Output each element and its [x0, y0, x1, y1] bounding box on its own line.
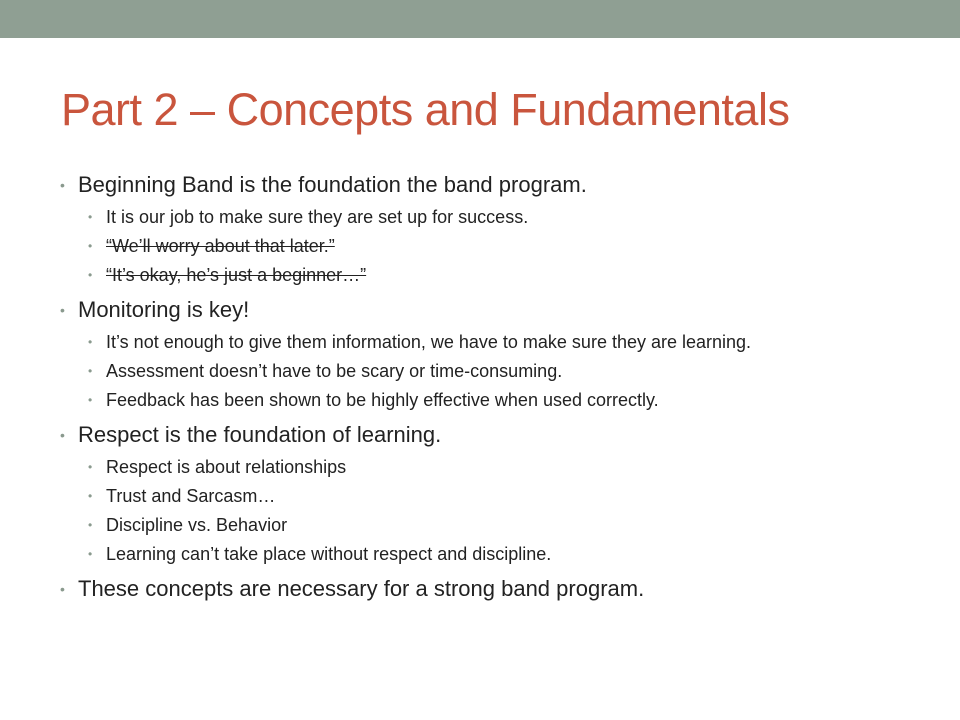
bullet-dot-icon: • [60, 427, 65, 443]
sub-bullet-item [88, 388, 900, 412]
sub-bullet-text: Feedback has been shown to be highly effective when used correctly. [106, 390, 659, 410]
slide-title: Part 2 – Concepts and Fundamentals [61, 84, 790, 135]
bullet-dot-icon: • [60, 177, 65, 193]
bullet-item [60, 295, 900, 325]
sub-bullet-item-struck [88, 234, 900, 258]
sub-bullet-dot-icon: • [88, 489, 93, 503]
sub-bullet-item [88, 330, 900, 354]
bullet-text: Beginning Band is the foundation the band program. [78, 172, 587, 197]
sub-bullet-text: Trust and Sarcasm… [106, 486, 276, 506]
sub-bullet-dot-icon: • [88, 239, 93, 253]
bullet-item [60, 420, 900, 450]
sub-bullet-text: “We’ll worry about that later.” [106, 236, 335, 256]
top-accent-bar [0, 0, 960, 38]
sub-bullet-dot-icon: • [88, 210, 93, 224]
sub-bullet-item [88, 359, 900, 383]
sub-bullet-dot-icon: • [88, 364, 93, 378]
sub-bullet-item-struck [88, 263, 900, 287]
bullet-item [60, 170, 900, 200]
sub-bullet-text: It is our job to make sure they are set up for success. [106, 207, 529, 227]
sub-bullet-text: Discipline vs. Behavior [106, 515, 288, 535]
bullet-list [60, 168, 900, 604]
sub-bullet-item [88, 542, 900, 566]
sub-bullet-text: Assessment doesn’t have to be scary or time-consuming. [106, 361, 563, 381]
sub-bullet-text: Respect is about relationships [106, 457, 347, 477]
sub-bullet-text: “It’s okay, he’s just a beginner…” [106, 265, 367, 285]
bullet-text: Respect is the foundation of learning. [78, 422, 442, 447]
sub-bullet-item [88, 455, 900, 479]
sub-bullet-dot-icon: • [88, 268, 93, 282]
bullet-text: Monitoring is key! [78, 297, 250, 322]
sub-bullet-text: Learning can’t take place without respect and discipline. [106, 544, 552, 564]
sub-bullet-dot-icon: • [88, 518, 93, 532]
sub-bullet-item [88, 205, 900, 229]
sub-bullet-item [88, 484, 900, 508]
sub-bullet-dot-icon: • [88, 335, 93, 349]
bullet-dot-icon: • [60, 581, 65, 597]
bullet-dot-icon: • [60, 302, 65, 318]
sub-bullet-item [88, 513, 900, 537]
bullet-item [60, 574, 900, 604]
sub-bullet-text: It’s not enough to give them information, we have to make sure they are learning. [106, 332, 752, 352]
bullet-text: These concepts are necessary for a strong band program. [78, 576, 645, 601]
sub-bullet-dot-icon: • [88, 460, 93, 474]
sub-bullet-dot-icon: • [88, 393, 93, 407]
sub-bullet-dot-icon: • [88, 547, 93, 561]
